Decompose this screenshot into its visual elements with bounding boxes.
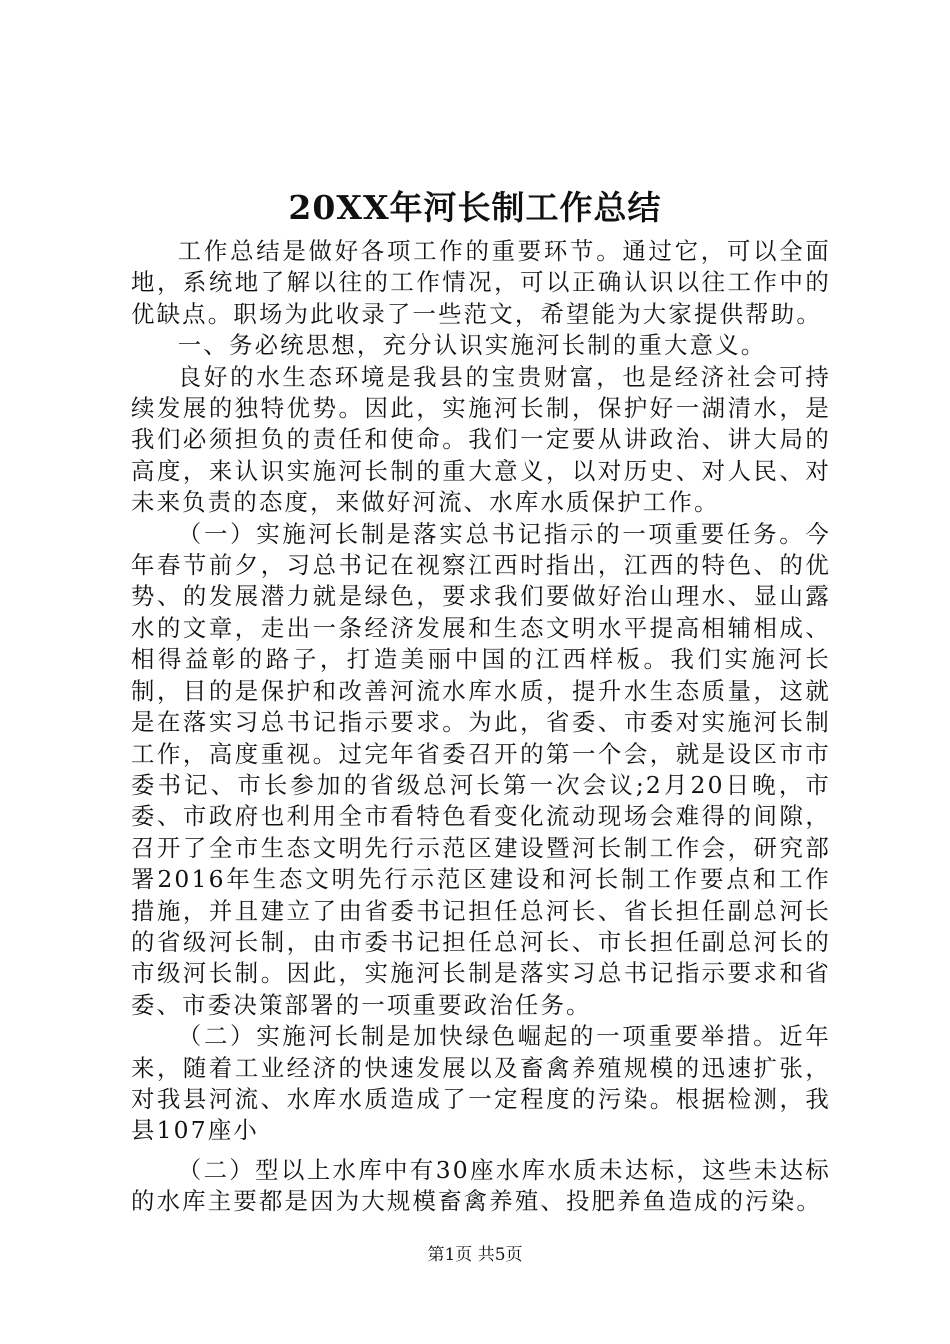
intro-paragraph: 工作总结是做好各项工作的重要环节。通过它，可以全面地，系统地了解以往的工作情况，可以正确认识以往工作中的优缺点。职场为此收录了一些范文，希望能为大家提供帮助。 xyxy=(131,237,831,328)
document-body xyxy=(131,236,831,1218)
body-paragraph: （一）实施河长制是落实总书记指示的一项重要任务。今年春节前夕，习总书记在视察江西时指出，江西的特色、的优势、的发展潜力就是绿色，要求我们要做好治山理水、显山露水的文章，走出一条经济发展和生态文明水平提高相辅相成、相得益彰的路子，打造美丽中国的江西样板。我们实施河长制，目的是保护和改善河流水库水质，提升水生态质量，这就是在落实习总书记指示要求。为此，省委、市委对实施河长制工作，高度重视。过完年省委召开的第一个会，就是设区市市委书记、市长参加的省级总河长第一次会议;2月20日晚，市委、市政府也利用全市看特色看变化流动现场会难得的间隙，召开了全市生态文明先行示范区建设暨河长制工作会，研究部署2016年生态文明先行示范区建设和河长制工作要点和工作措施，并且建立了由省委书记担任总河长、省长担任副总河长的省级河长制，由市委书记担任总河长、市长担任副总河长的市级河长制。因此，实施河长制是落实习总书记指示要求和省委、市委决策部署的一项重要政治任务。 xyxy=(131,519,831,1019)
section-heading: 一、务必统思想，充分认识实施河长制的重大意义。 xyxy=(177,331,767,360)
document-title: 20XX年河长制工作总结 xyxy=(288,188,662,227)
body-paragraph: 良好的水生态环境是我县的宝贵财富，也是经济社会可持续发展的独特优势。因此，实施河长制，保护好一湖清水，是我们必须担负的责任和使命。我们一定要从讲政治、讲大局的高度，来认识实施河长制的重大意义，以对历史、对人民、对未来负责的态度，来做好河流、水库水质保护工作。 xyxy=(131,362,831,517)
body-paragraph: （二）型以上水库中有30座水库水质未达标，这些未达标的水库主要都是因为大规模畜禽养殖、投肥养鱼造成的污染。 xyxy=(131,1155,831,1216)
page-number-footer: 第1页 共5页 xyxy=(427,1245,523,1265)
body-paragraph: （二）实施河长制是加快绿色崛起的一项重要举措。近年来，随着工业经济的快速发展以及畜禽养殖规模的迅速扩张，对我县河流、水库水质造成了一定程度的污染。根据检测，我县107座小 xyxy=(131,1022,831,1145)
